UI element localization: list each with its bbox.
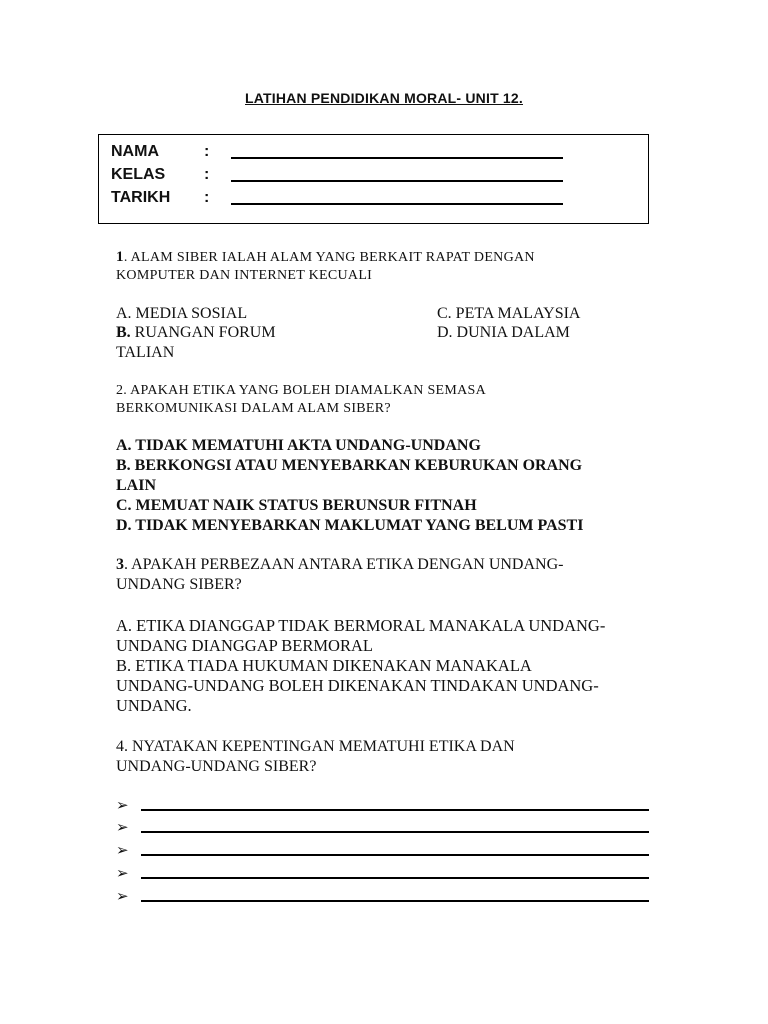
answer-line-5[interactable] <box>116 888 656 908</box>
name-row <box>111 143 651 167</box>
question-3-number: 3 <box>116 556 124 573</box>
worksheet-title: LATIHAN PENDIDIKAN MORAL- UNIT 12. <box>245 90 523 106</box>
question-2-option-b-continued: LAIN <box>116 477 157 494</box>
question-2-option-b[interactable]: B. BERKONGSI ATAU MENYEBARKAN KEBURUKAN ORANG <box>116 457 583 474</box>
question-1-option-d-continued: TALIAN <box>116 344 175 361</box>
answer-line-4[interactable] <box>116 865 656 885</box>
question-3-text-line-1: . APAKAH PERBEZAAN ANTARA ETIKA DENGAN UNDANG- <box>124 556 564 573</box>
question-1-line-1 <box>116 248 676 267</box>
question-4-text-line-2: UNDANG-UNDANG SIBER? <box>116 758 317 775</box>
arrow-bullet-icon: ➢ <box>116 841 129 859</box>
question-3-option-b-continued-2: UNDANG. <box>116 696 192 715</box>
question-1-option-b[interactable] <box>116 323 276 343</box>
question-1-text-line-2: KOMPUTER DAN INTERNET KECUALI <box>116 268 373 283</box>
date-row <box>111 189 651 213</box>
question-2-option-c[interactable]: C. MEMUAT NAIK STATUS BERUNSUR FITNAH <box>116 497 477 514</box>
class-row <box>111 166 651 190</box>
answer-write-line[interactable] <box>141 831 649 833</box>
student-info-box <box>98 134 649 224</box>
question-2-option-d[interactable]: D. TIDAK MENYEBARKAN MAKLUMAT YANG BELUM PASTI <box>116 517 584 534</box>
question-3-option-a[interactable]: A. ETIKA DIANGGAP TIDAK BERMORAL MANAKALA UNDANG- <box>116 616 606 635</box>
name-field-line[interactable] <box>231 157 563 159</box>
class-field-line[interactable] <box>231 180 563 182</box>
question-3-text <box>116 555 656 595</box>
question-1-option-c[interactable]: C. PETA MALAYSIA <box>437 305 581 322</box>
name-colon: : <box>204 143 210 160</box>
question-1-number: 1 <box>116 249 124 265</box>
answer-line-2[interactable] <box>116 819 656 839</box>
answer-write-line[interactable] <box>141 809 649 811</box>
question-4-text <box>116 737 656 777</box>
arrow-bullet-icon: ➢ <box>116 796 129 814</box>
class-colon: : <box>204 166 210 183</box>
answer-write-line[interactable] <box>141 900 649 902</box>
answer-write-line[interactable] <box>141 854 649 856</box>
answer-line-3[interactable] <box>116 842 656 862</box>
question-3-option-b[interactable]: B. ETIKA TIADA HUKUMAN DIKENAKAN MANAKALA <box>116 656 532 675</box>
question-2-option-a[interactable]: A. TIDAK MEMATUHI AKTA UNDANG-UNDANG <box>116 437 481 454</box>
date-field-line[interactable] <box>231 203 563 205</box>
arrow-bullet-icon: ➢ <box>116 864 129 882</box>
name-label: NAMA <box>111 143 159 160</box>
arrow-bullet-icon: ➢ <box>116 818 129 836</box>
question-1-text-line-1: . ALAM SIBER IALAH ALAM YANG BERKAIT RAPAT DENGAN <box>123 250 535 265</box>
question-2-text-line-1: 2. APAKAH ETIKA YANG BOLEH DIAMALKAN SEMASA <box>116 383 487 398</box>
class-label: KELAS <box>111 166 166 183</box>
question-2-text <box>116 382 676 418</box>
question-1-option-b-letter: B. <box>116 324 131 341</box>
question-1-option-d[interactable]: D. DUNIA DALAM <box>437 324 570 341</box>
date-label: TARIKH <box>111 189 171 206</box>
question-2-options <box>116 436 656 536</box>
answer-write-line[interactable] <box>141 877 649 879</box>
question-3-option-a-continued: UNDANG DIANGGAP BERMORAL <box>116 636 373 655</box>
arrow-bullet-icon: ➢ <box>116 887 129 905</box>
question-1-option-b-text: RUANGAN FORUM <box>130 324 276 341</box>
question-1-text <box>116 248 676 285</box>
date-colon: : <box>204 189 210 206</box>
question-2-text-line-2: BERKOMUNIKASI DALAM ALAM SIBER? <box>116 401 391 416</box>
question-3-option-b-continued-1: UNDANG-UNDANG BOLEH DIKENAKAN TINDAKAN UNDANG- <box>116 676 599 695</box>
question-3-options <box>116 616 656 716</box>
question-3-line-1 <box>116 555 656 575</box>
answer-line-1[interactable] <box>116 797 656 817</box>
question-1-option-a[interactable]: A. MEDIA SOSIAL <box>116 305 248 322</box>
question-4-text-line-1: 4. NYATAKAN KEPENTINGAN MEMATUHI ETIKA DAN <box>116 738 515 755</box>
question-3-text-line-2: UNDANG SIBER? <box>116 576 242 593</box>
